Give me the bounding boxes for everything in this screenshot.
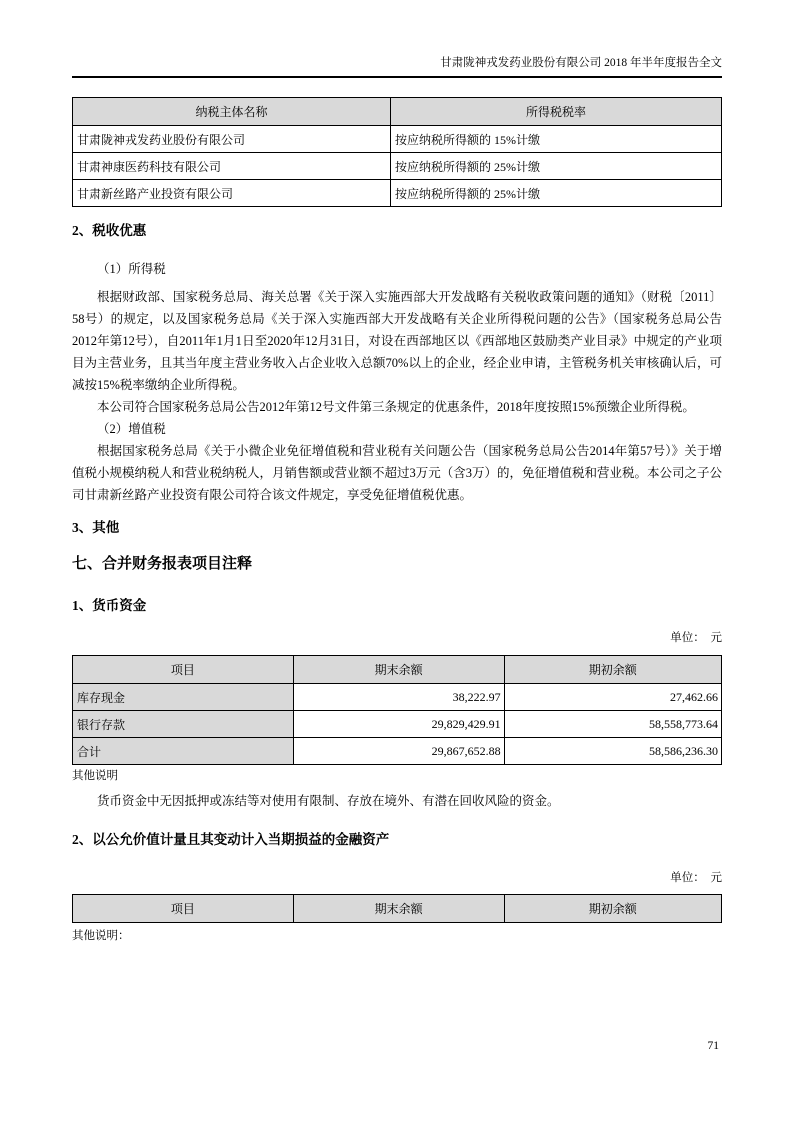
heading-consolidated-notes: 七、合并财务报表项目注释 <box>72 556 253 572</box>
unit-label: 单位： 元 <box>670 872 722 884</box>
fv-table-header-closing: 期末余额 <box>293 895 504 923</box>
table-row <box>73 684 722 711</box>
tax-rate-value: 按应纳税所得额的 25%计缴 <box>391 180 722 207</box>
other-note-label: 其他说明 <box>72 770 118 782</box>
monetary-funds-table <box>72 655 722 765</box>
subheading-income-tax: （1）所得税 <box>97 262 166 276</box>
fv-table-header-opening: 期初余额 <box>504 895 721 923</box>
fv-table-header-item: 项目 <box>73 895 294 923</box>
vat-paragraph: 根据国家税务总局《关于小微企业免征增值税和营业税有关问题公告（国家税务总局公告2014年第57号）》关于增值税小规模纳税人和营业税纳税人，月销售额或营业额不超过3万元（含3万）的，免征增值税和营业税。本公司之子公司甘肃新丝路产业投资有限公司符合该文件规定，享受免征增值税优惠。 <box>72 444 723 502</box>
heading-fair-value-assets: 2、以公允价值计量且其变动计入当期损益的金融资产 <box>72 832 390 847</box>
table-row <box>73 738 722 765</box>
table-header-row <box>73 656 722 684</box>
money-item-label: 库存现金 <box>73 684 294 711</box>
table-header-row <box>73 895 722 923</box>
income-tax-paragraph-1: 根据财政部、国家税务总局、海关总署《关于深入实施西部大开发战略有关税收政策问题的通知》（财税〔2011〕58号）的规定，以及国家税务总局《关于深入实施西部大开发战略有关企业所得税问题的公告》（国家税务总局公告2012年第12号），自2011年1月1日至2020年12月31日，对设在西部地区以《西部地区鼓励类产业目录》中规定的产业项目为主营业务，且其当年度主营业务收入占企业收入总额70%以上的企业，经企业申请，主管税务机关审核确认后，可减按15%税率缴纳企业所得税。 <box>72 290 722 392</box>
tax-preference-body <box>72 286 722 506</box>
opening-balance-value: 58,586,236.30 <box>504 738 721 765</box>
money-item-label: 银行存款 <box>73 711 294 738</box>
heading-monetary-funds: 1、货币资金 <box>72 598 147 613</box>
tax-table-header-rate: 所得税税率 <box>391 98 722 126</box>
closing-balance-value: 29,829,429.91 <box>293 711 504 738</box>
fair-value-assets-table <box>72 894 722 923</box>
closing-balance-value: 29,867,652.88 <box>293 738 504 765</box>
other-note-text: 货币资金中无因抵押或冻结等对使用有限制、存放在境外、有潜在回收风险的资金。 <box>97 794 560 808</box>
money-table-header-item: 项目 <box>73 656 294 684</box>
income-tax-paragraph-2: 本公司符合国家税务总局公告2012年第12号文件第三条规定的优惠条件，2018年度按照15%预缴企业所得税。 <box>97 400 695 414</box>
unit-label: 单位： 元 <box>670 632 722 644</box>
closing-balance-value: 38,222.97 <box>293 684 504 711</box>
table-header-row <box>73 98 722 126</box>
tax-entity-table <box>72 97 722 207</box>
page-number: 71 <box>707 1040 719 1052</box>
money-table-header-opening: 期初余额 <box>504 656 721 684</box>
heading-tax-preference: 2、税收优惠 <box>72 223 147 238</box>
tax-entity-name: 甘肃神康医药科技有限公司 <box>73 153 391 180</box>
tax-table-header-entity: 纳税主体名称 <box>73 98 391 126</box>
money-item-label: 合计 <box>73 738 294 765</box>
subheading-vat: （2）增值税 <box>97 422 166 436</box>
tax-rate-value: 按应纳税所得额的 25%计缴 <box>391 153 722 180</box>
money-table-header-closing: 期末余额 <box>293 656 504 684</box>
table-row <box>73 180 722 207</box>
report-header-title: 甘肃陇神戎发药业股份有限公司 2018 年半年度报告全文 <box>72 56 722 78</box>
opening-balance-value: 58,558,773.64 <box>504 711 721 738</box>
table-row <box>73 126 722 153</box>
table-row <box>73 711 722 738</box>
tax-entity-name: 甘肃陇神戎发药业股份有限公司 <box>73 126 391 153</box>
page-content <box>72 0 722 944</box>
other-note-label: 其他说明： <box>72 930 130 942</box>
opening-balance-value: 27,462.66 <box>504 684 721 711</box>
tax-rate-value: 按应纳税所得额的 15%计缴 <box>391 126 722 153</box>
tax-entity-name: 甘肃新丝路产业投资有限公司 <box>73 180 391 207</box>
table-row <box>73 153 722 180</box>
heading-other: 3、其他 <box>72 520 120 535</box>
